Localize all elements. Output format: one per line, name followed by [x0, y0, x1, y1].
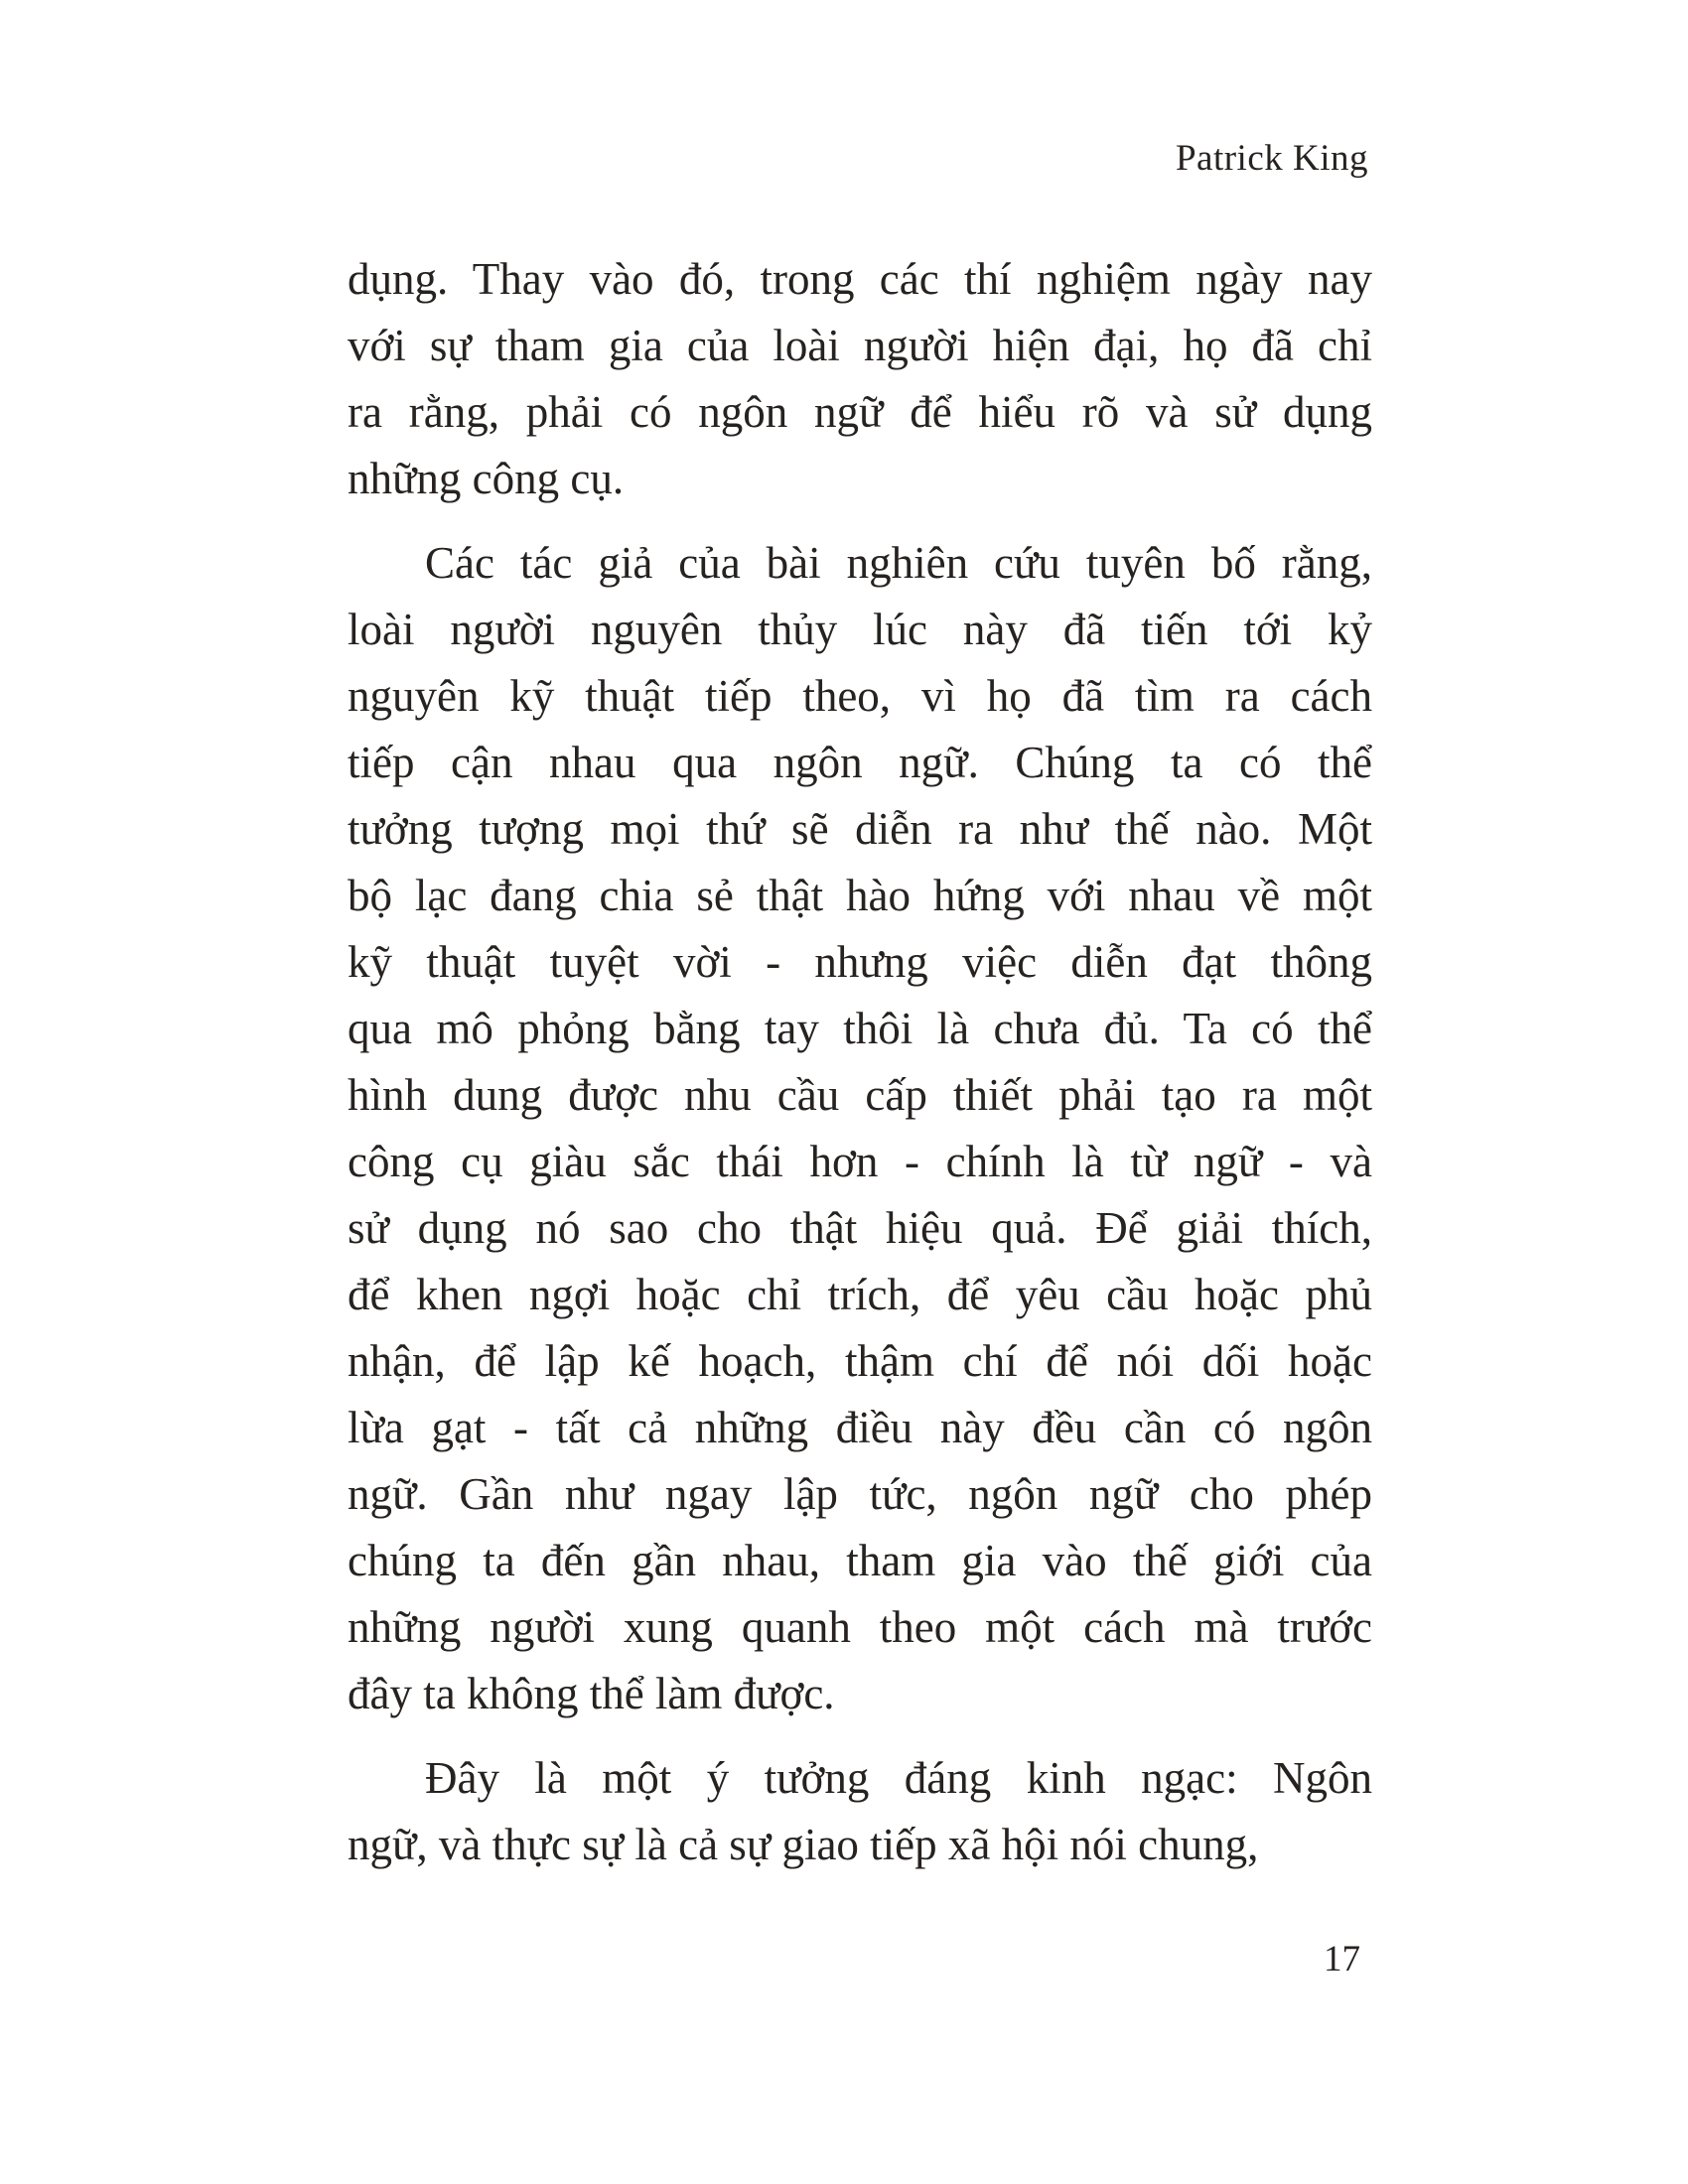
text-line: những người xung quanh theo một cách mà trước — [348, 1602, 1372, 1652]
text-line: ngữ. Gần như ngay lập tức, ngôn ngữ cho phép — [348, 1469, 1372, 1519]
text-line: hình dung được nhu cầu cấp thiết phải tạo ra một — [348, 1070, 1372, 1120]
text-line: Các tác giả của bài nghiên cứu tuyên bố rằng, — [425, 538, 1372, 588]
text-line: ngữ, và thực sự là cả sự giao tiếp xã hội nói chung, — [348, 1820, 1259, 1869]
paragraph — [348, 1745, 1372, 1878]
paragraph — [348, 530, 1372, 1727]
page-number: 17 — [1324, 1939, 1360, 1979]
text-line: tưởng tượng mọi thứ sẽ diễn ra như thế nào. Một — [348, 804, 1372, 854]
text-line: loài người nguyên thủy lúc này đã tiến tới kỷ — [348, 605, 1372, 654]
text-line: lừa gạt - tất cả những điều này đều cần có ngôn — [348, 1403, 1372, 1452]
paragraph — [348, 246, 1372, 512]
running-header: Patrick King — [1175, 138, 1368, 179]
text-line: nhận, để lập kế hoạch, thậm chí để nói dối hoặc — [348, 1336, 1372, 1386]
text-line: dụng. Thay vào đó, trong các thí nghiệm ngày nay — [348, 254, 1372, 304]
text-line: nguyên kỹ thuật tiếp theo, vì họ đã tìm ra cách — [348, 671, 1372, 721]
text-line: công cụ giàu sắc thái hơn - chính là từ ngữ - và — [348, 1137, 1372, 1186]
text-line: tiếp cận nhau qua ngôn ngữ. Chúng ta có thể — [348, 738, 1372, 787]
text-line: với sự tham gia của loài người hiện đại, họ đã chỉ — [348, 321, 1372, 370]
text-line: qua mô phỏng bằng tay thôi là chưa đủ. Ta có thể — [348, 1004, 1372, 1053]
text-line: đây ta không thể làm được. — [348, 1669, 835, 1718]
text-line: bộ lạc đang chia sẻ thật hào hứng với nhau về một — [348, 871, 1372, 920]
text-line: kỹ thuật tuyệt vời - nhưng việc diễn đạt thông — [348, 937, 1372, 987]
text-line: để khen ngợi hoặc chỉ trích, để yêu cầu hoặc phủ — [348, 1270, 1372, 1319]
text-line: chúng ta đến gần nhau, tham gia vào thế giới của — [348, 1536, 1372, 1585]
text-line: những công cụ. — [348, 454, 625, 503]
text-line: sử dụng nó sao cho thật hiệu quả. Để giải thích, — [348, 1203, 1372, 1253]
body-text — [348, 246, 1372, 1896]
text-line: Đây là một ý tưởng đáng kinh ngạc: Ngôn — [425, 1753, 1372, 1803]
text-line: ra rằng, phải có ngôn ngữ để hiểu rõ và sử dụng — [348, 387, 1372, 437]
